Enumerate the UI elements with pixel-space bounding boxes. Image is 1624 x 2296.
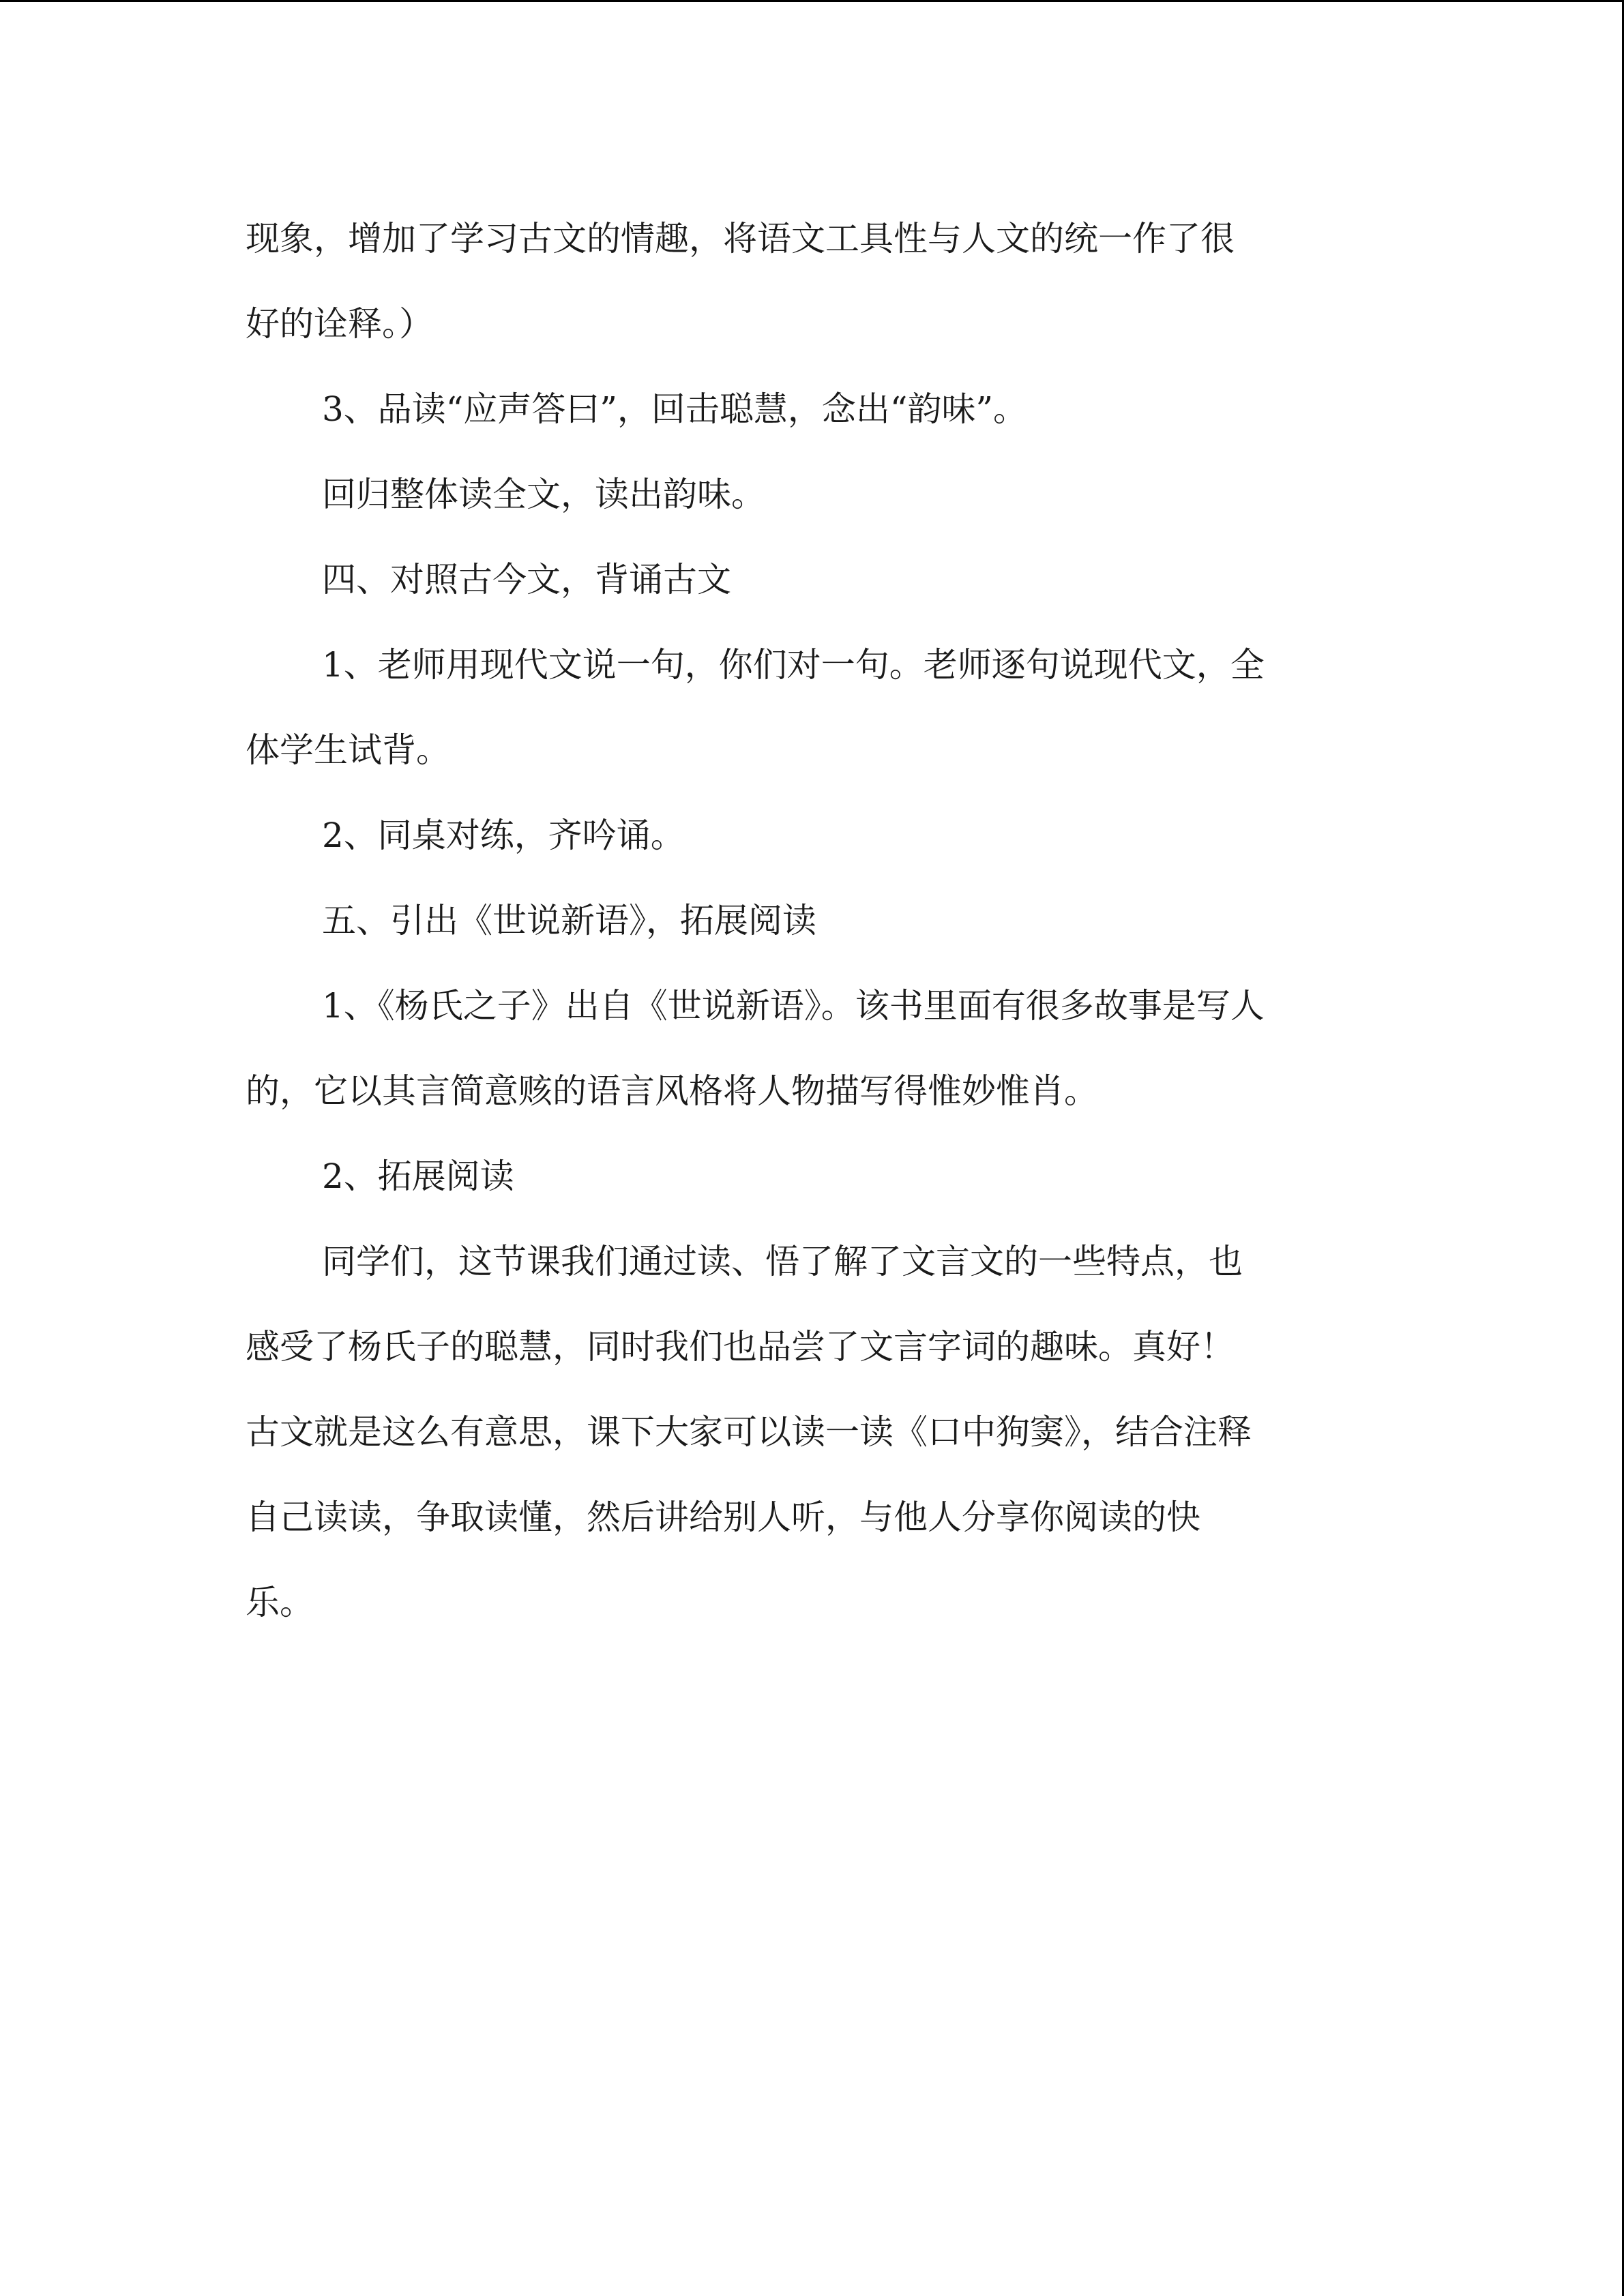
section-heading-4 — [246, 537, 1378, 623]
paragraph-9 — [246, 1134, 1378, 1219]
paragraph-1 — [246, 196, 1378, 367]
text-line: 四、对照古今文，背诵古文 — [322, 560, 731, 599]
paragraph-3 — [246, 452, 1378, 537]
text-line: 1、老师用现代文说一句，你们对一句。老师逐句说现代文，全 — [322, 645, 1265, 685]
text-line: 的，它以其言简意赅的语言风格将人物描写得惟妙惟肖。 — [246, 1071, 1098, 1111]
text-line: 自己读读，争取读懂，然后讲给别人听，与他人分享你阅读的快 — [246, 1497, 1200, 1537]
text-line: 古文就是这么有意思，课下大家可以读一读《口中狗窦》，结合注释 — [246, 1412, 1252, 1452]
section-heading-5 — [246, 878, 1378, 964]
text-line: 现象，增加了学习古文的情趣，将语文工具性与人文的统一作了很 — [246, 219, 1235, 258]
paragraph-10 — [246, 1219, 1378, 1645]
text-line: 3、品读“应声答曰”，回击聪慧，念出“韵味”。 — [322, 389, 1028, 429]
text-line: 回归整体读全文，读出韵味。 — [322, 475, 765, 514]
text-line: 好的诠释。） — [246, 304, 433, 344]
paragraph-2 — [246, 367, 1378, 452]
text-line: 2、拓展阅读 — [322, 1157, 514, 1196]
text-line: 体学生试背。 — [246, 730, 450, 770]
paragraph-8 — [246, 964, 1378, 1134]
paragraph-6 — [246, 793, 1378, 878]
text-line: 感受了杨氏子的聪慧，同时我们也品尝了文言字词的趣味。真好！ — [246, 1327, 1235, 1367]
text-line: 2、同桌对练，齐吟诵。 — [322, 816, 685, 855]
paragraph-5 — [246, 623, 1378, 793]
text-line: 五、引出《世说新语》，拓展阅读 — [322, 901, 816, 940]
text-line: 同学们，这节课我们通过读、悟了解了文言文的一些特点，也 — [322, 1242, 1243, 1281]
text-line: 乐。 — [246, 1583, 314, 1622]
document-body — [246, 196, 1378, 1645]
text-line: 1、《杨氏之子》出自《世说新语》。该书里面有很多故事是写人 — [322, 986, 1265, 1026]
